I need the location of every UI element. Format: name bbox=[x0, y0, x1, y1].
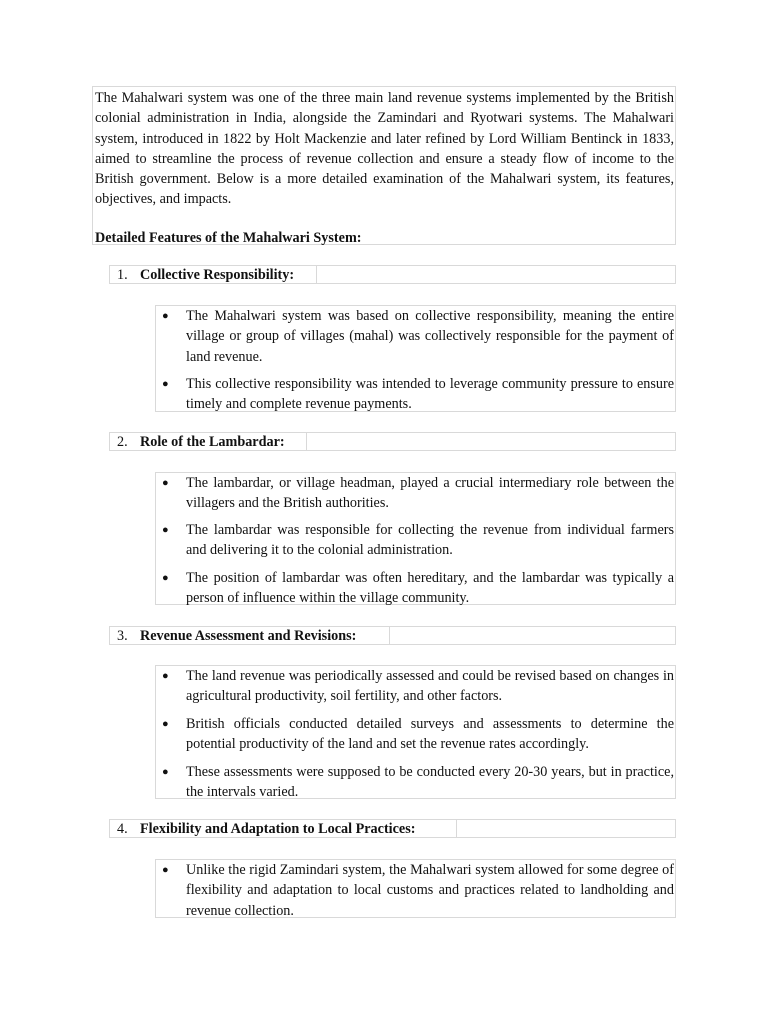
list-item-text: The position of lambardar was often hereditary, and the lambardar was typically a person of influence within the village community. bbox=[186, 570, 674, 607]
bullet-icon: ● bbox=[162, 864, 169, 876]
list-item-text: The Mahalwari system was based on collective responsibility, meaning the entire village or group of villages (mahal) was collectively responsible for the payment of land revenue. bbox=[186, 308, 674, 365]
section-3-header bbox=[109, 626, 676, 645]
section-title: Role of the Lambardar: bbox=[140, 434, 285, 450]
intro-block bbox=[92, 86, 676, 245]
section-4-header bbox=[109, 819, 676, 838]
bullet-icon: ● bbox=[162, 718, 169, 730]
section-3-bullets bbox=[155, 665, 676, 799]
bullet-icon: ● bbox=[162, 670, 169, 682]
list-item-text: This collective responsibility was intended to leverage community pressure to ensure timely and complete revenue payments. bbox=[186, 376, 674, 413]
section-number: 2. bbox=[117, 434, 128, 450]
section-title: Collective Responsibility: bbox=[140, 267, 295, 283]
features-heading: Detailed Features of the Mahalwari System: bbox=[95, 229, 362, 246]
list-item-text: Unlike the rigid Zamindari system, the Mahalwari system allowed for some degree of flexibility and adaptation to local customs and practices related to landholding and revenue collection. bbox=[186, 862, 674, 919]
bullet-icon: ● bbox=[162, 572, 169, 584]
section-1-header bbox=[109, 265, 676, 284]
bullet-icon: ● bbox=[162, 524, 169, 536]
section-4-bullets bbox=[155, 859, 676, 918]
list-item-text: The lambardar, or village headman, played a crucial intermediary role between the villagers and the British authorities. bbox=[186, 475, 674, 512]
list-item-text: British officials conducted detailed surveys and assessments to determine the potential productivity of the land and set the revenue rates accordingly. bbox=[186, 716, 674, 753]
bullet-icon: ● bbox=[162, 378, 169, 390]
section-2-header bbox=[109, 432, 676, 451]
section-2-bullets bbox=[155, 472, 676, 605]
section-1-bullets bbox=[155, 305, 676, 412]
section-title: Revenue Assessment and Revisions: bbox=[140, 628, 357, 644]
section-title: Flexibility and Adaptation to Local Practices: bbox=[140, 821, 416, 837]
intro-paragraph: The Mahalwari system was one of the three main land revenue systems implemented by the British colonial administration in India, alongside the Zamindari and Ryotwari systems. The Mahalwari system, introduced in 1822 by Holt Mackenzie and later refined by Lord William Bentinck in 1833, aimed to streamline the process of revenue collection and ensure a steady flow of income to the British government. Below is a more detailed examination of the Mahalwari system, its features, objectives, and impacts. bbox=[95, 90, 674, 208]
list-item-text: These assessments were supposed to be conducted every 20-30 years, but in practice, the intervals varied. bbox=[186, 764, 674, 801]
bullet-icon: ● bbox=[162, 477, 169, 489]
section-number: 4. bbox=[117, 821, 128, 837]
list-item-text: The land revenue was periodically assessed and could be revised based on changes in agricultural productivity, soil fertility, and other factors. bbox=[186, 668, 674, 705]
bullet-icon: ● bbox=[162, 310, 169, 322]
bullet-icon: ● bbox=[162, 766, 169, 778]
section-number: 1. bbox=[117, 267, 128, 283]
section-number: 3. bbox=[117, 628, 128, 644]
list-item-text: The lambardar was responsible for collecting the revenue from individual farmers and delivering it to the colonial administration. bbox=[186, 522, 674, 559]
